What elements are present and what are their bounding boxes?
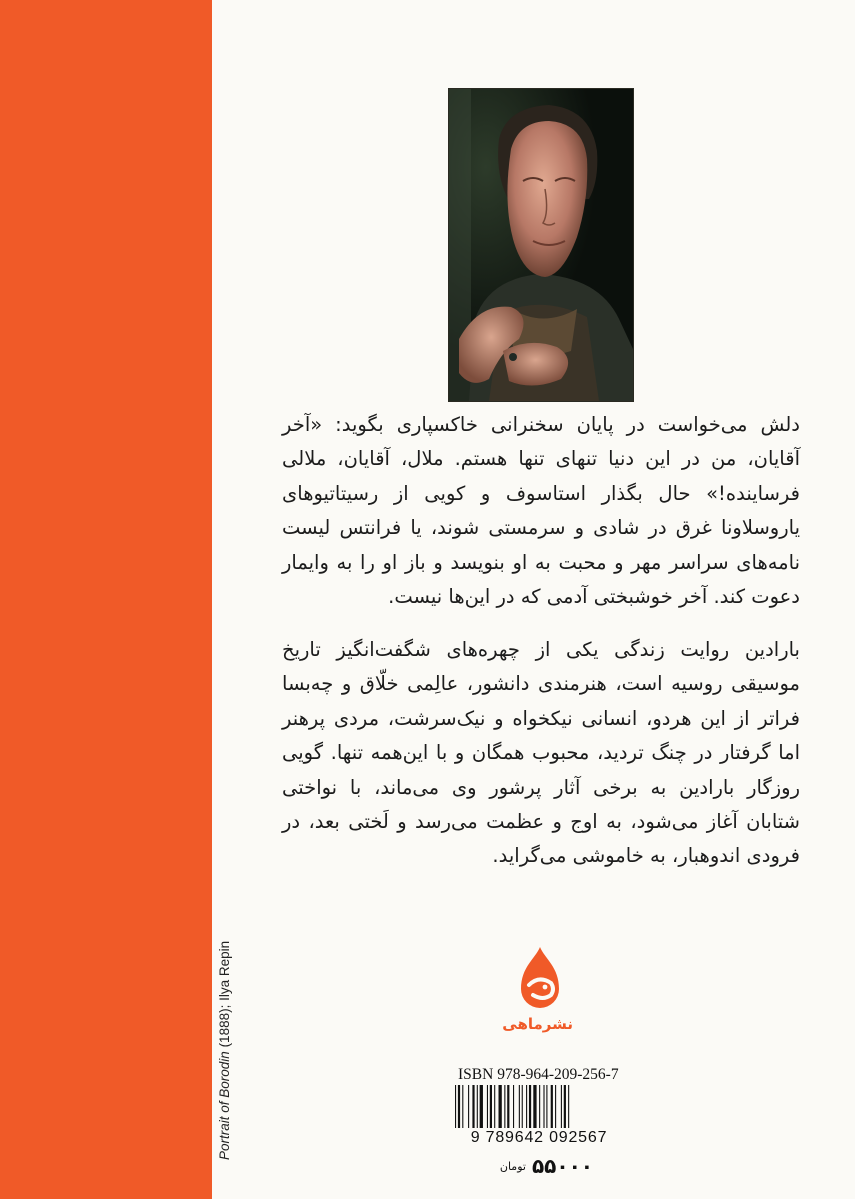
photo-credit — [214, 900, 236, 1160]
description-paragraph-1: دلش می‌خواست در پایان سخنرانی خاکسپاری بگوید: «آخر آقایان، من در این دنیا تنهای تنها هستم. ملال، آقایان، ملالی فرساینده!» حال بگذار استاسوف و کویی از رسیتاتیوهای یاروسلاونا غرق در شادی و سرمستی شوند، یا فرانتس لیست نامه‌های سراسر مهر و محبت به او بنویسد و باز او را به وایمار دعوت کند. آخر خوشبختی آدمی که در این‌ها نیست. — [282, 413, 800, 609]
portrait-photo — [448, 88, 634, 402]
barcode-digits: 9 789642 092567 — [453, 1128, 625, 1148]
publisher-name: نشرماهی — [502, 1015, 573, 1033]
price — [493, 1153, 593, 1179]
publisher-logo — [502, 945, 573, 1037]
isbn-label: ISBN 978-964-209-256-7 — [458, 1066, 619, 1083]
photo-credit-rest: (1888); Ilya Repin — [217, 940, 232, 1052]
photo-credit-title: Portrait of Borodin — [217, 1051, 232, 1160]
price-value: ۵۵۰۰۰ — [531, 1154, 593, 1178]
fish-drop-icon — [507, 945, 573, 1017]
description-paragraph-2: بارادین روایت زندگی یکی از چهره‌های شگفت‌انگیز تاریخ موسیقی روسیه است، هنرمندی دانشور، عالِمی خلّاق و چه‌بسا فراتر از این هردو، انسانی نیکخواه و نیک‌سرشت، مردی پرهنر اما گرفتار در چنگ تردید، محبوب همگان و با این‌همه تنها. گویی روزگار بارادین به برخی آثار پرشور وی می‌ماند، با نواختی شتابان آغاز می‌شود، به اوج و عظمت می‌رسد و لَختی بعد، در فرودی اندوهبار، به خاموشی می‌گراید. — [282, 638, 800, 868]
price-unit: تومان — [499, 1159, 526, 1173]
orange-spine-band — [0, 0, 212, 1199]
isbn-barcode — [453, 1085, 625, 1131]
